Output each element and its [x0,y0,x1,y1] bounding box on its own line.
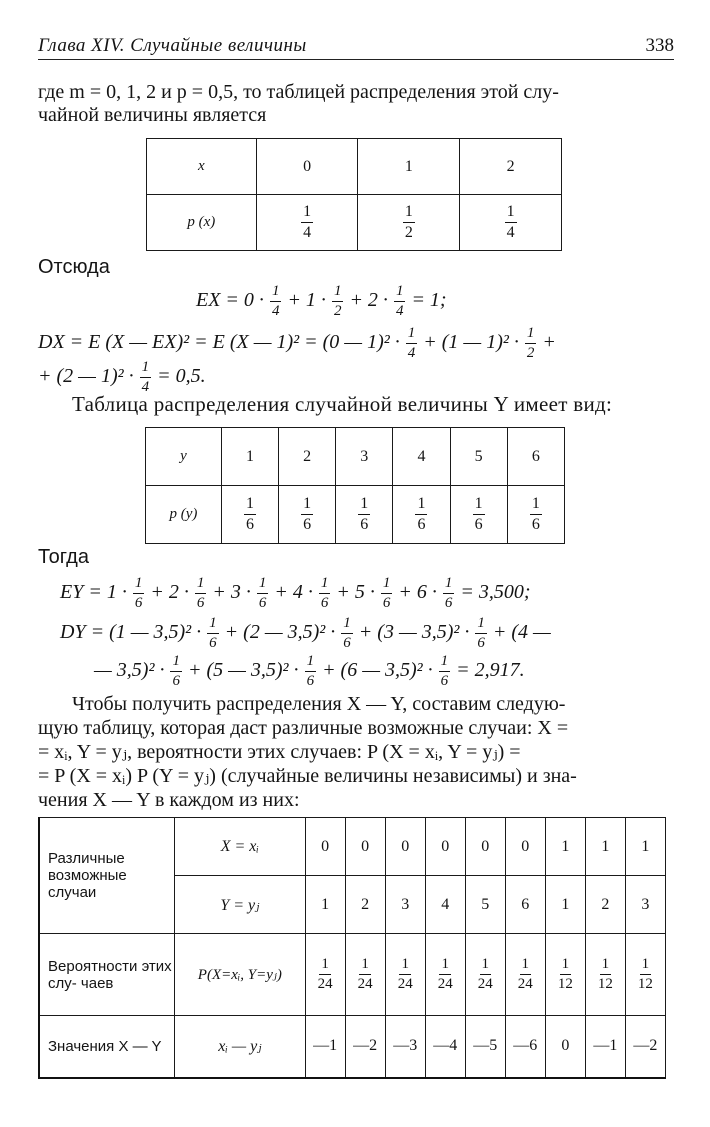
p-value-cell: $\frac{1}{24}$ [345,934,385,1016]
table-x-value: 2 [460,139,562,195]
y-value-cell: 2 [345,876,385,934]
sub-p-label: P(X=xᵢ, Y=yⱼ) [175,934,306,1016]
para-line-5: чения X — Y в каждом из них: [38,789,300,811]
y-value-cell: 6 [505,876,545,934]
d-value-cell: —1 [305,1016,345,1078]
x-value-cell: 1 [625,818,665,876]
table-y-value: 1 [221,428,278,486]
table-y-value: 2 [279,428,336,486]
joint-distribution-table [38,817,666,1079]
y-value-cell: 1 [545,876,585,934]
table-x-value: 0 [256,139,358,195]
para-line-4: = P (X = xᵢ) P (Y = yⱼ) (случайные величины независимы) и зна- [38,765,577,787]
table-x-prob-label: p (x) [147,195,257,251]
d-value-cell: —4 [425,1016,465,1078]
d-value-cell: 0 [545,1016,585,1078]
p-value-cell: $\frac{1}{24}$ [305,934,345,1016]
table-x-value: 1 [358,139,460,195]
table-x-prob: $\frac{1}{2}$ [358,195,460,251]
group-values-label: Значения X — Y [39,1016,175,1078]
chapter-title: Глава XIV. Случайные величины [38,35,307,56]
d-value-cell: —2 [345,1016,385,1078]
table-x-prob: $\frac{1}{4}$ [256,195,358,251]
y-intro-line: Таблица распределения случайной величины Y имеет вид: [72,392,613,416]
intro-line-1: где m = 0, 1, 2 и p = 0,5, то таблицей распределения этой слу- [38,81,559,103]
y-value-cell: 1 [305,876,345,934]
table-y-value: 5 [450,428,507,486]
d-value-cell: —6 [505,1016,545,1078]
x-value-cell: 0 [505,818,545,876]
para-line-3: = xᵢ, Y = yⱼ, вероятности этих случаев: P (X = xᵢ, Y = yⱼ) = [38,741,521,763]
sub-x-label: X = xᵢ [175,818,306,876]
table-x-header-label: x [147,139,257,195]
p-value-cell: $\frac{1}{12}$ [625,934,665,1016]
group-cases-label: Различные возможные случаи [39,818,175,934]
x-value-cell: 1 [585,818,625,876]
table-y-value: 6 [507,428,564,486]
x-value-cell: 0 [345,818,385,876]
table-y-prob: $\frac{1}{6}$ [450,486,507,544]
distribution-table-y [145,427,565,544]
table-y-header-label: y [146,428,222,486]
group-probabilities-label: Вероятности этих слу- чаев [39,934,175,1016]
distribution-table-x [146,138,562,251]
formula-dx-line-2: + (2 — 1)² · $\frac{1}{4}$ = 0,5. [38,359,206,395]
table-y-value: 3 [336,428,393,486]
y-value-cell: 4 [425,876,465,934]
p-value-cell: $\frac{1}{12}$ [545,934,585,1016]
formula-dy-line-2: — 3,5)² · $\frac{1}{6}$ + (5 — 3,5)² · $\frac{1}{6}$ + (6 — 3,5)² · $\frac{1}{6}$ = 2,917. [94,653,525,689]
otsyuda-label: Отсюда [38,256,110,278]
formula-dx-line-1: DX = E (X — EX)² = E (X — 1)² = (0 — 1)² · $\frac{1}{4}$ + (1 — 1)² · $\frac{1}{2}$ + [38,325,556,361]
table-y-prob: $\frac{1}{6}$ [393,486,450,544]
x-value-cell: 0 [465,818,505,876]
para-line-1: Чтобы получить распределения X — Y, составим следую- [72,693,566,715]
x-value-cell: 0 [385,818,425,876]
d-value-cell: —3 [385,1016,425,1078]
y-value-cell: 3 [625,876,665,934]
page-header [38,33,674,60]
formula-ex: EX = 0 · $\frac{1}{4}$ + 1 · $\frac{1}{2}$ + 2 · $\frac{1}{4}$ = 1; [196,283,447,319]
page-number: 338 [645,35,674,56]
formula-ey: EY = 1 · $\frac{1}{6}$ + 2 · $\frac{1}{6}$ + 3 · $\frac{1}{6}$ + 4 · $\frac{1}{6}$ + 5 · $\frac{1}{6}$ + 6 · $\frac{1}{6}$ = 3,500; [60,575,531,611]
table-y-prob: $\frac{1}{6}$ [336,486,393,544]
p-value-cell: $\frac{1}{24}$ [465,934,505,1016]
d-value-cell: —5 [465,1016,505,1078]
y-value-cell: 5 [465,876,505,934]
table-y-prob-label: p (y) [146,486,222,544]
table-y-prob: $\frac{1}{6}$ [507,486,564,544]
sub-d-label: xᵢ — yⱼ [175,1016,306,1078]
y-value-cell: 2 [585,876,625,934]
p-value-cell: $\frac{1}{24}$ [385,934,425,1016]
table-y-value: 4 [393,428,450,486]
x-value-cell: 1 [545,818,585,876]
x-value-cell: 0 [305,818,345,876]
p-value-cell: $\frac{1}{12}$ [585,934,625,1016]
d-value-cell: —2 [625,1016,665,1078]
p-value-cell: $\frac{1}{24}$ [425,934,465,1016]
p-value-cell: $\frac{1}{24}$ [505,934,545,1016]
x-value-cell: 0 [425,818,465,876]
table-y-prob: $\frac{1}{6}$ [279,486,336,544]
d-value-cell: —1 [585,1016,625,1078]
y-value-cell: 3 [385,876,425,934]
table-x-prob: $\frac{1}{4}$ [460,195,562,251]
intro-line-2: чайной величины является [38,104,267,126]
sub-y-label: Y = yⱼ [175,876,306,934]
para-line-2: щую таблицу, которая даст различные возможные случаи: X = [38,717,569,739]
togda-label: Тогда [38,546,89,568]
table-y-prob: $\frac{1}{6}$ [221,486,278,544]
formula-dy-line-1: DY = (1 — 3,5)² · $\frac{1}{6}$ + (2 — 3,5)² · $\frac{1}{6}$ + (3 — 3,5)² · $\frac{1}{6}$ + (4 — [60,615,551,651]
